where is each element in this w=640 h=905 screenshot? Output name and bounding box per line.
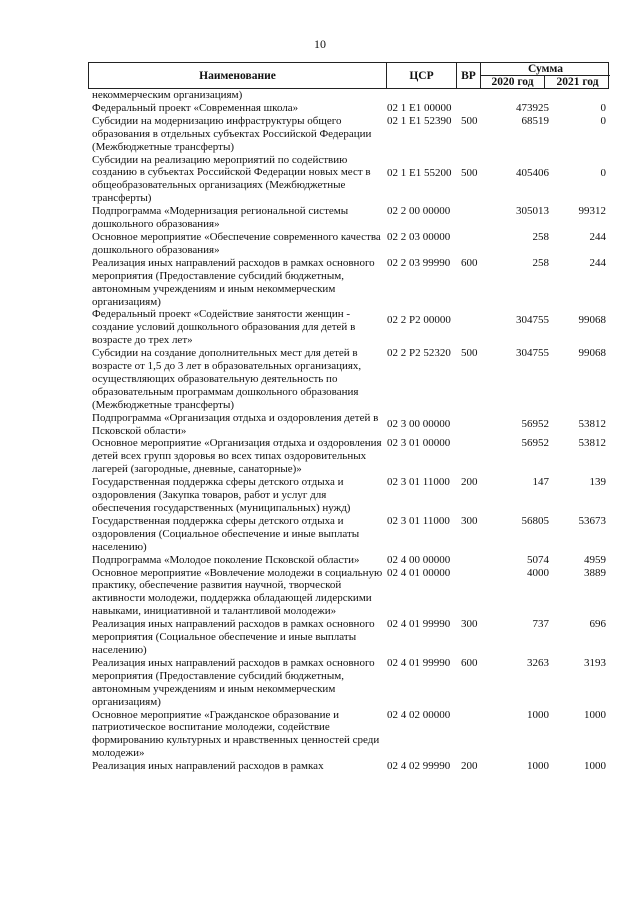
page-number: 10 xyxy=(314,37,326,51)
cell-name: Основное мероприятие «Вовлечение молодежи в социальную практику, обеспечение развития научной, творческой активности молодежи, поддержка обладающей лидерскими навыками, инициативной и талантливой молодежи» xyxy=(92,566,383,618)
cell-value-2021: 53673 xyxy=(578,514,606,527)
cell-vr: 200 xyxy=(461,760,478,773)
cell-value-2020: 405406 xyxy=(516,166,549,179)
table-row xyxy=(92,412,608,438)
cell-value-2021: 53812 xyxy=(578,417,606,430)
cell-vr: 300 xyxy=(461,618,478,631)
cell-csr: 02 3 01 00000 xyxy=(387,437,451,450)
cell-value-2021: 0 xyxy=(600,101,606,114)
header-csr: ЦСР xyxy=(387,63,457,88)
table-row xyxy=(92,205,608,231)
cell-name: Субсидии на модернизацию инфраструктуры общего образования в отдельных субъектах Российской Федерации (Межбюджетные трансферты) xyxy=(92,114,372,153)
cell-name: Основное мероприятие «Организация отдыха и оздоровления детей всех групп здоровья во всех типах оздоровительных лагерей (загородные, дневные, санаторные)» xyxy=(92,437,382,476)
cell-csr: 02 2 P2 52320 xyxy=(387,347,451,360)
table-row xyxy=(92,476,608,515)
cell-name: Реализация иных направлений расходов в рамках основного мероприятия (Предоставление субсидий бюджетным, автономным учреждениям и иным некоммерческим организациям) xyxy=(92,256,375,308)
cell-value-2021: 0 xyxy=(600,114,606,127)
cell-csr: 02 4 01 99990 xyxy=(387,618,451,631)
table-row xyxy=(92,231,608,257)
cell-csr: 02 4 00 00000 xyxy=(387,553,451,566)
table-row xyxy=(92,618,608,657)
cell-vr: 500 xyxy=(461,166,478,179)
cell-value-2021: 99312 xyxy=(578,205,606,218)
cell-name: Федеральный проект «Современная школа» xyxy=(92,101,299,114)
cell-csr: 02 1 E1 00000 xyxy=(387,101,452,114)
cell-value-2021: 696 xyxy=(589,618,606,631)
cell-vr: 500 xyxy=(461,114,478,127)
header-year-2020: 2020 год xyxy=(481,76,545,89)
cell-value-2021: 244 xyxy=(589,230,606,243)
cell-name: Субсидии на создание дополнительных мест для детей в возрасте от 1,5 до 3 лет в образовательных организациях, осуществляющих образовательную деятельность по образовательным программам дошкольного образования (Межбюджетные трансферты) xyxy=(92,347,362,411)
cell-csr: 02 3 01 11000 xyxy=(387,514,450,527)
cell-csr: 02 4 01 00000 xyxy=(387,566,451,579)
table-row xyxy=(92,709,608,761)
cell-name: некоммерческим организациям) xyxy=(92,89,243,101)
cell-value-2020: 304755 xyxy=(516,347,549,360)
cell-value-2020: 258 xyxy=(532,256,549,269)
header-year-2021: 2021 год xyxy=(556,76,599,88)
cell-value-2020: 304755 xyxy=(516,314,549,327)
header-name: Наименование xyxy=(89,63,387,88)
table-row xyxy=(92,154,608,206)
table-header xyxy=(88,62,609,89)
cell-value-2020: 5074 xyxy=(527,553,549,566)
cell-name: Федеральный проект «Содействие занятости женщин - создание условий дошкольного образования для детей в возрасте до трех лет» xyxy=(92,308,356,347)
cell-csr: 02 3 00 00000 xyxy=(387,417,451,430)
cell-value-2021: 1000 xyxy=(584,708,606,721)
cell-csr: 02 2 P2 00000 xyxy=(387,314,451,327)
cell-csr: 02 4 01 99990 xyxy=(387,656,451,669)
cell-name: Реализация иных направлений расходов в рамках основного мероприятия (Предоставление субсидий бюджетным, автономным учреждениям и иным некоммерческим организациям) xyxy=(92,656,375,708)
cell-csr: 02 3 01 11000 xyxy=(387,476,450,489)
cell-name: Субсидии на реализацию мероприятий по содействию созданию в субъектах Российской Федерации новых мест в общеобразовательных организациях (Межбюджетные трансферты) xyxy=(92,153,371,205)
cell-name: Государственная поддержка сферы детского отдыха и оздоровления (Социальное обеспечение и иные выплаты населению) xyxy=(92,514,360,553)
cell-value-2021: 53812 xyxy=(578,437,606,450)
cell-vr: 200 xyxy=(461,476,478,489)
table-row xyxy=(92,89,608,102)
cell-value-2020: 56805 xyxy=(521,514,549,527)
cell-value-2020: 68519 xyxy=(521,114,549,127)
table-row xyxy=(92,347,608,412)
cell-vr: 300 xyxy=(461,514,478,527)
cell-vr: 600 xyxy=(461,256,478,269)
header-sum: Сумма xyxy=(481,63,610,76)
cell-value-2020: 147 xyxy=(532,476,549,489)
cell-csr: 02 2 03 00000 xyxy=(387,230,451,243)
cell-vr: 600 xyxy=(461,656,478,669)
cell-value-2020: 258 xyxy=(532,230,549,243)
cell-csr: 02 4 02 99990 xyxy=(387,760,451,773)
cell-value-2021: 1000 xyxy=(584,760,606,773)
table-row xyxy=(92,257,608,309)
table-row xyxy=(92,657,608,709)
cell-csr: 02 2 03 99990 xyxy=(387,256,451,269)
cell-name: Государственная поддержка сферы детского отдыха и оздоровления (Закупка товаров, работ и услуг для обеспечения государственных (муниципальных) нужд) xyxy=(92,476,351,514)
table-body xyxy=(92,89,608,773)
table-row xyxy=(92,437,608,476)
cell-value-2020: 1000 xyxy=(527,760,549,773)
cell-value-2021: 3889 xyxy=(584,566,606,579)
cell-csr: 02 1 E1 52390 xyxy=(387,114,452,127)
table-row xyxy=(92,515,608,554)
cell-value-2020: 1000 xyxy=(527,708,549,721)
cell-value-2020: 4000 xyxy=(527,566,549,579)
cell-vr: 500 xyxy=(461,347,478,360)
cell-value-2020: 737 xyxy=(532,618,549,631)
cell-csr: 02 2 00 00000 xyxy=(387,205,451,218)
cell-name: Подпрограмма «Молодое поколение Псковской области» xyxy=(92,553,360,566)
cell-csr: 02 4 02 00000 xyxy=(387,708,451,721)
table-row xyxy=(92,115,608,154)
cell-name: Подпрограмма «Модернизация региональной системы дошкольного образования» xyxy=(92,205,349,231)
cell-value-2020: 56952 xyxy=(521,417,549,430)
cell-value-2021: 4959 xyxy=(584,553,606,566)
cell-value-2021: 99068 xyxy=(578,314,606,327)
cell-csr: 02 1 E1 55200 xyxy=(387,166,452,179)
cell-value-2021: 3193 xyxy=(584,656,606,669)
cell-value-2021: 244 xyxy=(589,256,606,269)
cell-value-2020: 3263 xyxy=(527,656,549,669)
cell-value-2020: 473925 xyxy=(516,101,549,114)
cell-value-2021: 0 xyxy=(600,166,606,179)
cell-value-2020: 305013 xyxy=(516,205,549,218)
header-vr: ВР xyxy=(457,63,481,88)
cell-name: Реализация иных направлений расходов в рамках xyxy=(92,760,324,773)
cell-name: Подпрограмма «Организация отдыха и оздоровления детей в Псковской области» xyxy=(92,411,379,437)
cell-value-2020: 56952 xyxy=(521,437,549,450)
table-row xyxy=(92,308,608,347)
cell-name: Основное мероприятие «Обеспечение современного качества дошкольного образования» xyxy=(92,230,381,256)
cell-name: Основное мероприятие «Гражданское образование и патриотическое воспитание молодежи, содействие формированию культурных и нравственных ценностей среди молодежи» xyxy=(92,708,380,760)
table-row xyxy=(92,567,608,619)
table-row xyxy=(92,554,608,567)
table-row xyxy=(92,102,608,115)
cell-value-2021: 139 xyxy=(589,476,606,489)
cell-value-2021: 99068 xyxy=(578,347,606,360)
table-row xyxy=(92,760,608,773)
cell-name: Реализация иных направлений расходов в рамках основного мероприятия (Социальное обеспечение и иные выплаты населению) xyxy=(92,618,375,656)
